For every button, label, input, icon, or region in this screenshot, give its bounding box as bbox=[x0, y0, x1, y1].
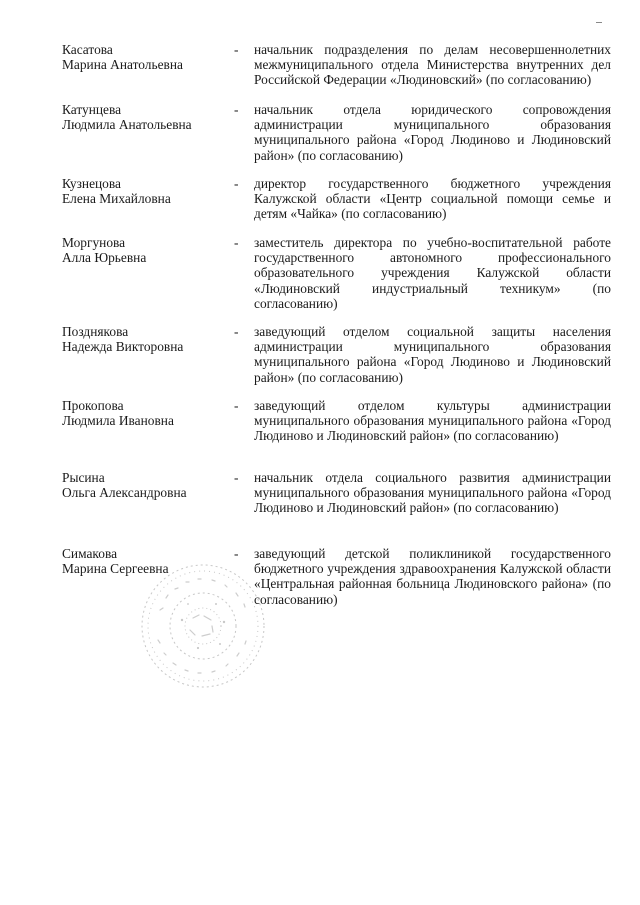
member-name bbox=[62, 324, 232, 354]
member-given-names: Марина Сергеевна bbox=[62, 561, 169, 577]
member-given-names: Алла Юрьевна bbox=[62, 250, 147, 266]
separator-dash: - bbox=[234, 176, 239, 191]
member-role: заведующий отделом культуры администрации муниципального образования муниципального района «Город Людиново и Людиновский район» (по согласованию) bbox=[254, 398, 611, 444]
separator-dash: - bbox=[234, 546, 239, 561]
member-name bbox=[62, 176, 232, 206]
member-role: заведующий отделом социальной защиты населения администрации муниципального образования муниципального района «Город Людиново и Людиновский район» (по согласованию) bbox=[254, 324, 611, 385]
separator-dash: - bbox=[234, 102, 239, 117]
member-surname: Прокопова bbox=[62, 398, 124, 413]
member-given-names: Ольга Александровна bbox=[62, 485, 187, 501]
member-given-names: Надежда Викторовна bbox=[62, 339, 184, 355]
member-surname: Рысина bbox=[62, 470, 105, 485]
separator-dash: - bbox=[234, 470, 239, 485]
member-role: начальник подразделения по делам несовершеннолетних межмуниципального отдела Министерства внутренних дел Российской Федерации «Людиновский» (по согласованию) bbox=[254, 42, 611, 88]
member-role: директор государственного бюджетного учреждения Калужской области «Центр социальной помощи семье и детям «Чайка» (по согласованию) bbox=[254, 176, 611, 222]
official-seal-icon bbox=[138, 560, 268, 692]
member-surname: Касатова bbox=[62, 42, 113, 57]
member-name bbox=[62, 42, 232, 72]
member-name bbox=[62, 398, 232, 428]
member-given-names: Марина Анатольевна bbox=[62, 57, 183, 73]
scan-mark bbox=[596, 22, 602, 23]
member-role: заведующий детской поликлиникой государственного бюджетного учреждения здравоохранения Калужской области «Центральная районная больница Людиновского района» (по согласованию) bbox=[254, 546, 611, 607]
member-surname: Моргунова bbox=[62, 235, 126, 250]
member-given-names: Людмила Анатольевна bbox=[62, 117, 192, 133]
member-name bbox=[62, 102, 232, 132]
member-surname: Кузнецова bbox=[62, 176, 121, 191]
member-given-names: Людмила Ивановна bbox=[62, 413, 174, 429]
separator-dash: - bbox=[234, 42, 239, 57]
member-role: начальник отдела юридического сопровождения администрации муниципального образования муниципального района «Город Людиново и Людиновский район» (по согласованию) bbox=[254, 102, 611, 163]
member-role: начальник отдела социального развития администрации муниципального образования муниципального района «Город Людиново и Людиновский район» (по согласованию) bbox=[254, 470, 611, 516]
separator-dash: - bbox=[234, 235, 239, 250]
member-name bbox=[62, 235, 232, 265]
member-name bbox=[62, 470, 232, 500]
member-surname: Позднякова bbox=[62, 324, 129, 339]
member-given-names: Елена Михайловна bbox=[62, 191, 171, 207]
member-surname: Симакова bbox=[62, 546, 118, 561]
separator-dash: - bbox=[234, 398, 239, 413]
separator-dash: - bbox=[234, 324, 239, 339]
member-surname: Катунцева bbox=[62, 102, 122, 117]
member-role: заместитель директора по учебно-воспитательной работе государственного автономного профессионального образовательного учреждения Калужской области «Людиновский индустриальный техникум» (по согласованию) bbox=[254, 235, 611, 311]
